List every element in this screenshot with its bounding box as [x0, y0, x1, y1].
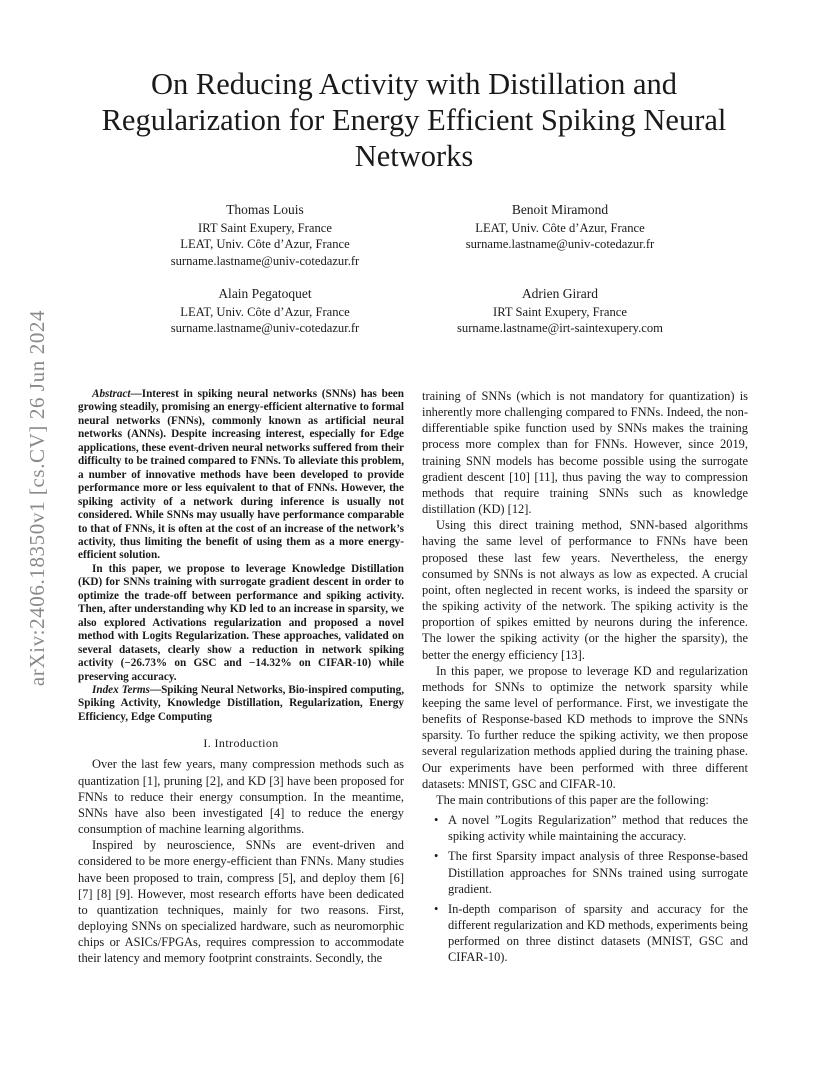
bullet-icon: •: [434, 849, 439, 864]
abstract-text: —Interest in spiking neural networks (SNNs) has been growing steadily, promising an energy-efficient alternative to formal neural networks (FNNs), commonly known as artificial neural networks (ANNs). Despite increasing interest, especially for Edge applications, these event-driven neural networks suffered from their difficulty to be trained compared to FNNs. To alleviate this problem, a number of innovative methods have been developed to provide performance more or less equivalent to that of FNNs. However, the spiking activity of a network during inference is usually not considered. While SNNs may usually have performance comparable to that of FNNs, it is often at the cost of an increase of the network’s activity, thus limiting the benefit of using them as a more energy-efficient solution.: [78, 388, 404, 562]
author-name: Adrien Girard: [521, 286, 599, 301]
author-name: Thomas Louis: [226, 202, 304, 217]
author-affiliation: LEAT, Univ. Côte d’Azur, France: [180, 237, 350, 251]
left-column: [78, 388, 404, 967]
abstract-paragraph: In this paper, we propose to leverage Knowledge Distillation (KD) for SNNs training with surrogate gradient descent in order to optimize the trade-off between performance and spiking activity. Then, after understanding why KD led to an increase in sparsity, we also explored Activations regularization and proposed a novel method with Logits Regularization. These approaches, validated on several datasets, clearly show a reduction in network spiking activity (−26.73% on GSC and −14.32% on CIFAR-10) while preserving accuracy.: [78, 562, 404, 683]
body-paragraph: training of SNNs (which is not mandatory for quantization) is inherently more challenging compared to FNNs. Indeed, the non-differentiable spike function used by SNNs makes the training process more complex than for FNNs. However, since 2019, training SNN models has become possible using the surrogate gradient descent [10] [11], thus paving the way to compression methods that require training SNNs such as knowledge distillation (KD) [12].: [422, 389, 748, 517]
author-block-alain-pegatoquet: [125, 286, 405, 337]
body-paragraph: Over the last few years, many compression methods such as quantization [1], pruning [2], and KD [3] have been proposed for FNNs to reduce their energy consumption. In the meantime, SNNs have also been investigated [4] to reduce the energy consumption of machine learning algorithms.: [78, 757, 404, 837]
list-item: [434, 848, 748, 896]
author-block-benoit-miramond: [420, 202, 700, 253]
bullet-icon: •: [434, 813, 439, 828]
abstract-paragraph: [78, 388, 404, 563]
abstract: [78, 388, 404, 724]
body-paragraph: Inspired by neuroscience, SNNs are event-driven and considered to be more energy-efficient than FNNs. Many studies have been proposed to train, compress [5], and deploy them [6] [7] [8] [9]. However, most research efforts have been dedicated to quantization techniques, mainly for two reasons. First, deploying SNNs on specialized hardware, such as neuromorphic chips or ASICs/FPGAs, requires compression to accommodate their latency and memory footprint constraints. Secondly, the: [78, 838, 404, 966]
right-column: [422, 388, 748, 969]
index-terms: [78, 684, 404, 724]
list-item: [434, 901, 748, 966]
author-affiliation: LEAT, Univ. Côte d’Azur, France: [475, 220, 645, 235]
author-email: surname.lastname@univ-cotedazur.fr: [170, 253, 360, 268]
paper-title: On Reducing Activity with Distillation and Regularization for Energy Efficient Spiking Neural Networks: [101, 67, 727, 173]
author-block-adrien-girard: [420, 286, 700, 337]
arxiv-identifier: arXiv:2406.18350v1 [cs.CV] 26 Jun 2024: [25, 309, 49, 687]
abstract-label: Abstract: [92, 388, 131, 400]
list-item: [434, 812, 748, 844]
author-affiliation: LEAT, Univ. Côte d’Azur, France: [180, 304, 350, 319]
index-terms-text: —Spiking Neural Networks, Bio-inspired computing, Spiking Activity, Knowledge Distillation, Regularization, Energy Efficiency, Edge Computing: [78, 683, 404, 723]
arxiv-stamp: [22, 288, 52, 708]
contributions-list: [422, 812, 748, 965]
body-paragraph: Using this direct training method, SNN-based algorithms having the same level of performance to FNNs have been proposed these last few years. Nevertheless, the energy consumed by SNNs is not always as low as expected. A crucial point, often neglected in recent works, is indeed the sparsity or the spiking activity of the network. The spiking activity is the proportion of spikes emitted by neurons during the inference. The lower the spiking activity (or the higher the sparsity), the better the energy efficiency [13].: [422, 518, 748, 662]
bullet-icon: •: [434, 901, 439, 916]
body-paragraph: In this paper, we propose to leverage KD and regularization methods for SNNs to optimize the network sparsity while keeping the same level of performance. First, we investigate the benefits of Response-based KD methods to improve the SNNs sparsity. To further reduce the spiking activity, we then propose several regularization methods applied during the training phase. Our experiments have been performed with three different datasets: MNIST, GSC and CIFAR-10.: [422, 663, 748, 791]
author-email: surname.lastname@irt-saintexupery.com: [457, 321, 663, 335]
author-name: Benoit Miramond: [511, 202, 609, 217]
index-terms-label: Index Terms: [92, 683, 150, 696]
author-email: surname.lastname@univ-cotedazur.fr: [170, 321, 360, 335]
author-name: Alain Pegatoquet: [218, 286, 312, 301]
author-affiliation: IRT Saint Exupery, France: [493, 304, 627, 319]
contribution-text: In-depth comparison of sparsity and accuracy for the different regularization and KD methods, experiments being performed on three distinct datasets (MNIST, GSC and CIFAR-10).: [448, 901, 748, 965]
author-block-thomas-louis: [125, 202, 405, 269]
author-email: surname.lastname@univ-cotedazur.fr: [465, 237, 655, 251]
contribution-text: A novel ”Logits Regularization” method that reduces the spiking activity while maintaining the accuracy.: [448, 813, 748, 844]
body-paragraph: The main contributions of this paper are the following:: [436, 792, 709, 807]
section-heading: I. Introduction: [203, 736, 279, 751]
contribution-text: The first Sparsity impact analysis of three Response-based Distillation approaches for SNNs trained using surrogate gradient.: [448, 849, 748, 896]
author-affiliation: IRT Saint Exupery, France: [198, 220, 332, 235]
